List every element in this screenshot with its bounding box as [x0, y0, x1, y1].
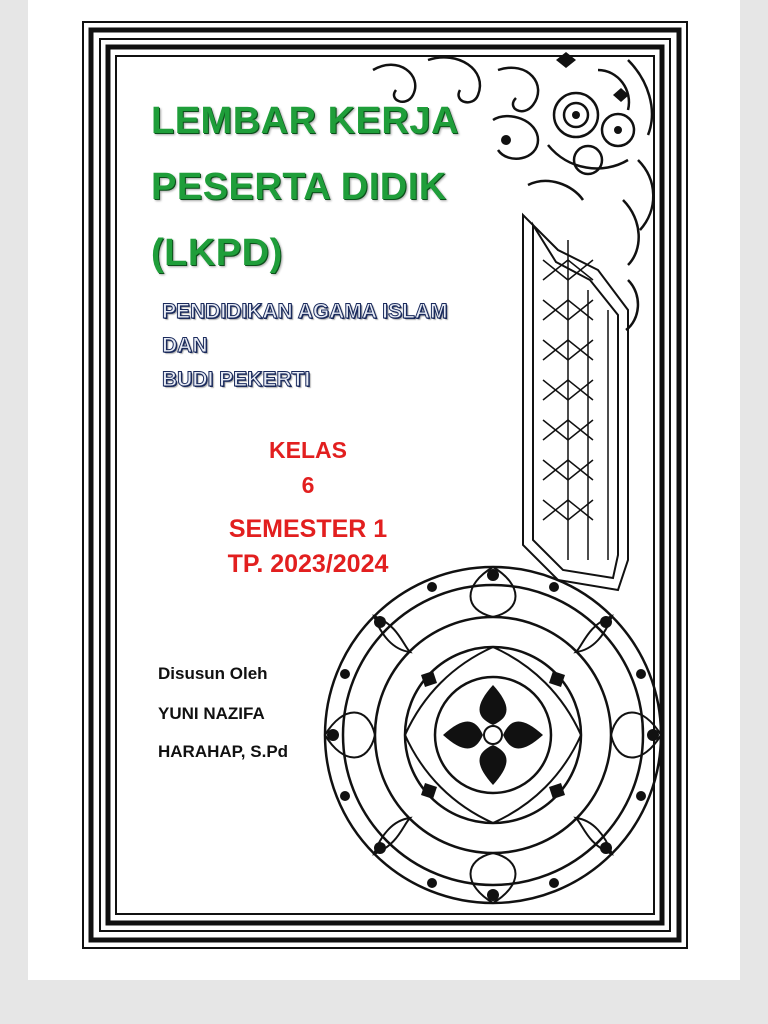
- school-year: TP. 2023/2024: [227, 550, 389, 578]
- title-line-3: (LKPD): [151, 232, 283, 274]
- author-label: Disusun Oleh: [158, 664, 268, 683]
- author-name-line-2: HARAHAP, S.Pd: [158, 742, 289, 761]
- subject-line-2: DAN: [162, 334, 208, 357]
- cover-page: [28, 0, 740, 980]
- class-value: 6: [301, 472, 315, 498]
- semester-label: SEMESTER 1: [228, 515, 388, 543]
- author-name-line-1: YUNI NAZIFA: [158, 704, 265, 723]
- subject-line-1: PENDIDIKAN AGAMA ISLAM: [162, 300, 448, 323]
- title-line-1: LEMBAR KERJA: [151, 100, 459, 142]
- subject-line-3: BUDI PEKERTI: [162, 368, 311, 391]
- class-label: KELAS: [269, 437, 347, 463]
- title-line-2: PESERTA DIDIK: [151, 166, 447, 208]
